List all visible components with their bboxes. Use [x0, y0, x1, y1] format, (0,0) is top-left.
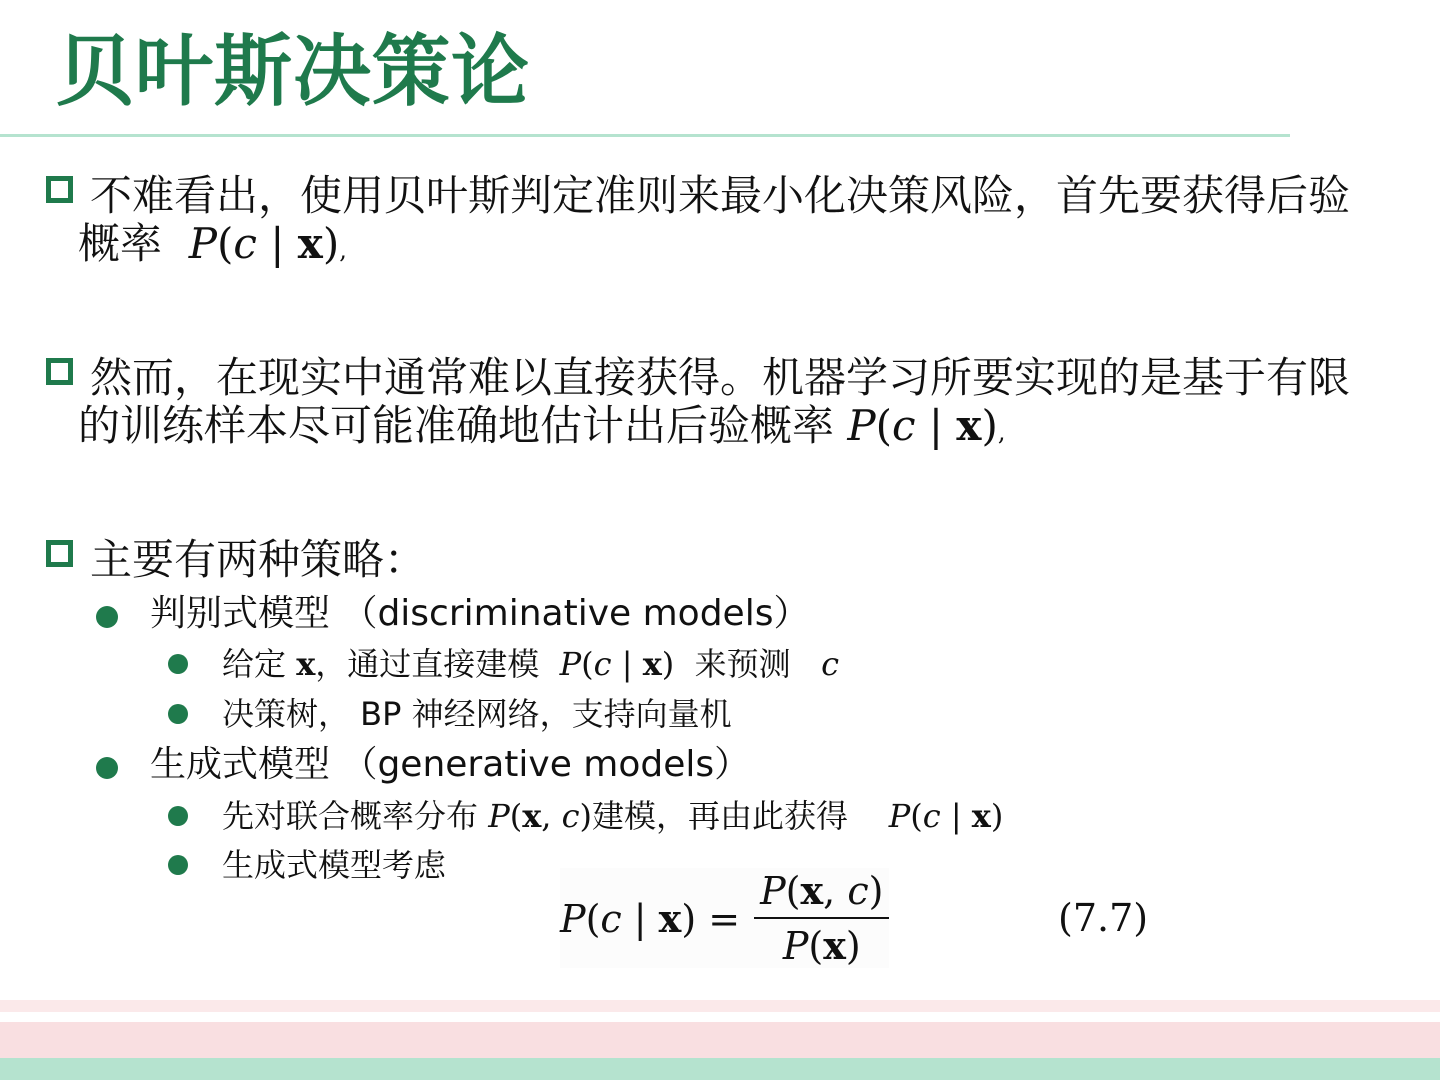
strategy-1-item-2	[168, 694, 732, 734]
square-bullet-icon	[46, 176, 73, 203]
strategy-label: 生成式模型 （generative models）	[150, 744, 751, 785]
footer-band	[0, 1022, 1440, 1058]
page-title: 贝叶斯决策论	[56, 27, 531, 117]
bullet-2-line2	[46, 402, 1350, 456]
strategy-label: 判别式模型 （discriminative models）	[150, 593, 810, 634]
round-bullet-icon	[168, 855, 188, 875]
bullet-1-line2	[46, 220, 1350, 274]
strategy-1-item-1	[168, 644, 839, 684]
square-bullet-icon	[46, 540, 73, 567]
bullet-3-line1: 主要有两种策略：	[90, 535, 427, 584]
conditional-formula: P(c | x)	[888, 797, 1004, 835]
item-text: 给定 x，通过直接建模 P(c | x) 来预测 c	[222, 645, 840, 683]
bullet-1-line2-text: 概率	[78, 219, 163, 268]
footer-band	[0, 1000, 1440, 1012]
round-bullet-icon	[168, 806, 188, 826]
item-text: 先对联合概率分布 P(x, c)建模，再由此获得 P(c | x)	[222, 797, 1004, 835]
posterior-formula: P(c | x),	[188, 219, 347, 268]
round-bullet-icon	[96, 606, 118, 628]
item-text: 决策树， BP 神经网络，支持向量机	[222, 695, 732, 733]
round-bullet-icon	[96, 757, 118, 779]
round-bullet-icon	[168, 654, 188, 674]
bullet-1-line1: 不难看出，使用贝叶斯判定准则来最小化决策风险，首先要获得后验	[90, 171, 1351, 220]
joint-formula: P(x, c)	[488, 797, 593, 835]
bullet-2	[46, 354, 1350, 456]
strategy-discriminative	[96, 592, 809, 636]
bullet-2-line1: 然而，在现实中通常难以直接获得。机器学习所要实现的是基于有限	[90, 353, 1351, 402]
bullet-1	[46, 172, 1350, 274]
equation-number: (7.7)	[1058, 896, 1149, 940]
item-text: 生成式模型考虑	[222, 846, 447, 884]
bayes-equation: P(c | x) = $\frac{P(x, c)}{P(x)}$	[560, 868, 889, 968]
bullet-2-line2-text: 的训练样本尽可能准确地估计出后验概率	[78, 401, 835, 450]
strategy-2-item-1	[168, 796, 1003, 836]
footer-band	[0, 1058, 1440, 1080]
square-bullet-icon	[46, 358, 73, 385]
posterior-formula: P(c | x),	[847, 401, 1006, 450]
conditional-formula: P(c | x)	[559, 645, 675, 683]
title-divider	[0, 134, 1290, 137]
bullet-3	[46, 536, 426, 584]
round-bullet-icon	[168, 704, 188, 724]
equation-fraction: $\frac{P(x, c)}{P(x)}$	[754, 868, 889, 968]
strategy-generative	[96, 743, 750, 787]
strategy-2-item-2	[168, 845, 446, 885]
